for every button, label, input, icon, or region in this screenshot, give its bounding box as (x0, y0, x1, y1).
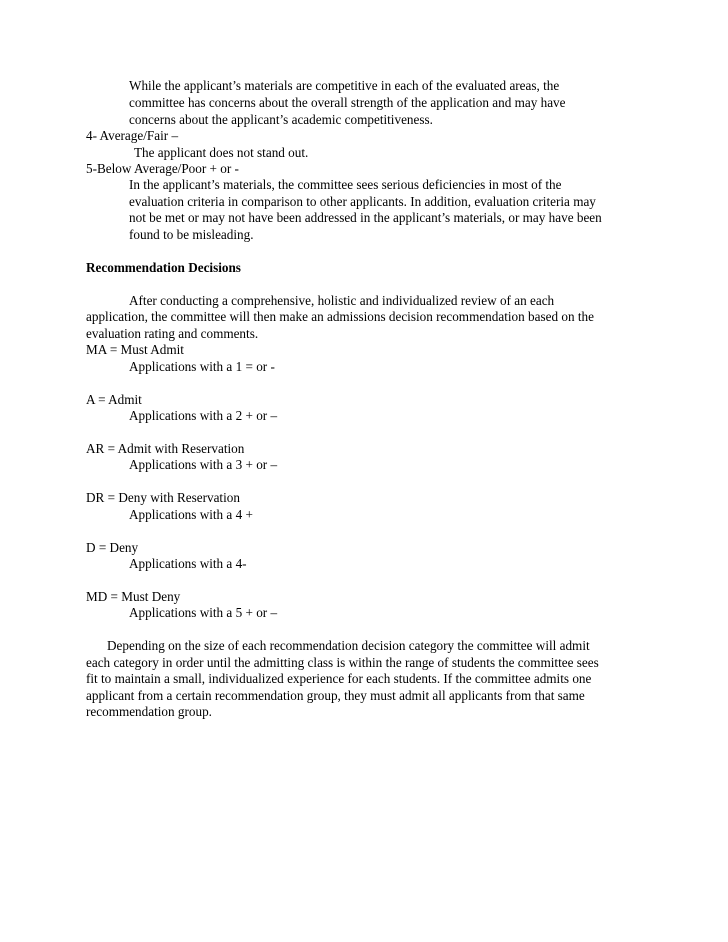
rating4-description: The applicant does not stand out. (134, 145, 309, 160)
rating3-description-line: concerns about the applicant’s academic competitiveness. (129, 112, 433, 127)
closing-line: Depending on the size of each recommendation decision category the committee will admit (107, 638, 590, 653)
closing-line: applicant from a certain recommendation group, they must admit all applicants from that same (86, 688, 585, 703)
section-title: Recommendation Decisions (86, 260, 241, 275)
decision-detail: Applications with a 2 + or – (129, 408, 278, 423)
intro-line: application, the committee will then make an admissions decision recommendation based on the (86, 309, 594, 324)
rating3-description-line: committee has concerns about the overall strength of the application and may have (129, 95, 566, 110)
rating5-description-line: not be met or may not have been addressed in the applicant’s materials, or may have been (129, 210, 602, 225)
decision-detail: Applications with a 3 + or – (129, 457, 278, 472)
rating5-description-line: In the applicant’s materials, the committee sees serious deficiencies in most of the (129, 177, 562, 192)
decision-label: MD = Must Deny (86, 589, 181, 604)
closing-line: each category in order until the admitting class is within the range of students the committee sees (86, 655, 599, 670)
intro-line: After conducting a comprehensive, holistic and individualized review of an each (129, 293, 555, 308)
decision-label: A = Admit (86, 392, 142, 407)
rating5-description-line: evaluation criteria in comparison to other applicants. In addition, evaluation criteria may (129, 194, 596, 209)
decision-label: MA = Must Admit (86, 342, 184, 357)
decision-label: D = Deny (86, 540, 139, 555)
rating4-heading: 4- Average/Fair – (86, 128, 179, 143)
rating3-description-line: While the applicant’s materials are competitive in each of the evaluated areas, the (129, 78, 560, 93)
closing-line: fit to maintain a small, individualized experience for each students. If the committee admits one (86, 671, 592, 686)
rating5-heading: 5-Below Average/Poor + or - (86, 161, 239, 176)
closing-line: recommendation group. (86, 704, 212, 719)
decision-detail: Applications with a 5 + or – (129, 605, 278, 620)
decision-detail: Applications with a 1 = or - (129, 359, 275, 374)
decision-label: AR = Admit with Reservation (86, 441, 245, 456)
decision-detail: Applications with a 4- (129, 556, 247, 571)
rating5-description-line: found to be misleading. (129, 227, 254, 242)
decision-detail: Applications with a 4 + (129, 507, 253, 522)
decision-label: DR = Deny with Reservation (86, 490, 240, 505)
intro-line: evaluation rating and comments. (86, 326, 259, 341)
